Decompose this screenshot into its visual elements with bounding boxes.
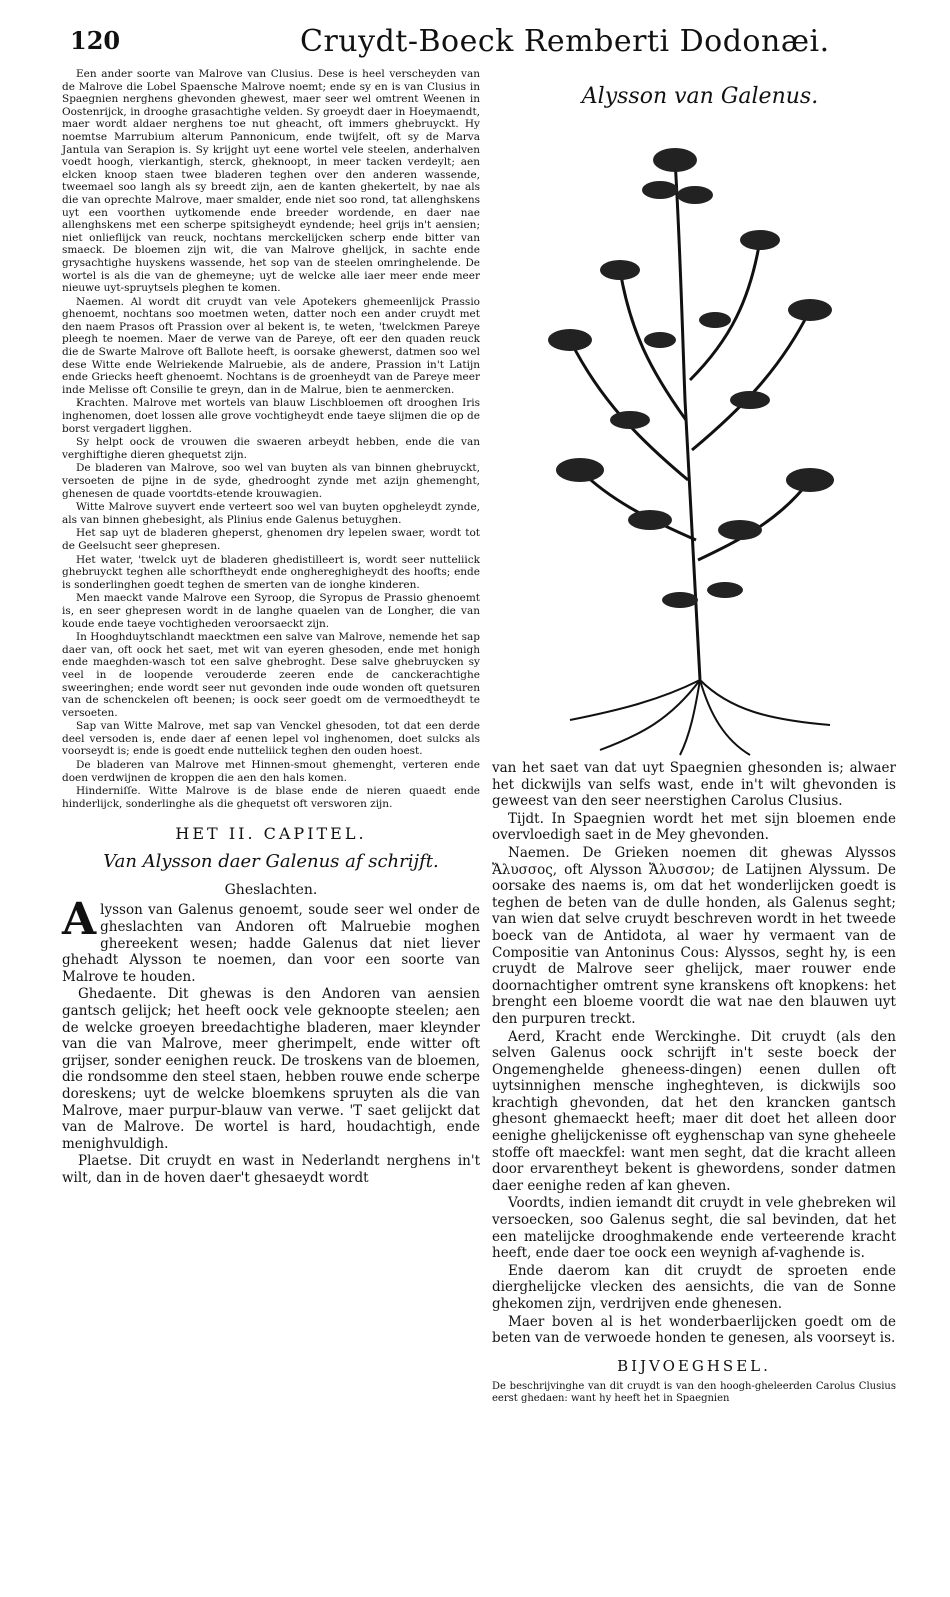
paragraph-kinds: [62, 894, 480, 985]
right-column: [492, 760, 896, 1406]
paragraph-naming: Naemen. De Grieken noemen dit ghewas Alyssos Ἄλυσσος, oft Alysson Ἄλυσσον; de Latijnen Alyssum. De oorsake des naems is, om dat het wonderlijcken goedt is teghen de beten van de dulle honden, als Galenus seght; van wien dat selve cruydt beschreven wordt in het tweede boeck van de Antidota, al waer hy vermaent van de Compositie van Antoninus Cous: Alyssos, seght hy, is een cruydt de Malrove seer ghelijck, maer rouwer ende doornachtigher omtrent syne kranskens oft knopkens: het brenght een bloeme voordt die wat nae den blauwen uyt den purpuren treckt.: [492, 844, 896, 1027]
paragraph-juice: Het sap uyt de bladeren gheperst, ghenomen dry lepelen swaer, wordt tot de Geelsucht seer ghepresen.: [62, 527, 480, 552]
left-column: [62, 68, 480, 1188]
supplement-heading: BIJVOEGHSEL.: [617, 1356, 771, 1375]
paragraph-salve: In Hooghduytschlandt maecktmen een salve van Malrove, nemende het sap daer van, oft oock het saet, met wit van eyeren ghesoden, ende met honigh ende maeghden-wasch tot een salve ghebroght. Dese salve ghebruycken sy veel in de loopende verouderde zeeren ende de canckerachtighe sweeringhen; ende wordt seer nut gevonden inde oude wonden oft quetsuren van de schenckelen oft beenen; is oock seer goedt om de vermoedtheydt te versoeten.: [62, 631, 480, 719]
paragraph-place: Plaetse. Dit cruydt en wast in Nederlandt nerghens in't wilt, dan in de hoven daer't ghesaeydt wordt: [62, 1153, 480, 1186]
paragraph-furthermore: Voordts, indien iemandt dit cruydt in vele ghebreken wil versoecken, soo Galenus seght, die sal bevinden, dat het een matelijcke drooghmakende ende verteerende kracht heeft, ende daer toe oock een weynigh af-vaghende is.: [492, 1195, 896, 1262]
plant-illustration: [510, 120, 910, 760]
paragraph-shape: Ghedaente. Dit ghewas is den Andoren van aensien gantsch gelijck; het heeft oock vele geknoopte steelen; aen de welcke groeyen breedachtighe bladeren, maer kleynder van die van Malrove, meer gherimpelt, ende witter oft grijser, sonder eenighen reuck. De troskens van de bloemen, die rondsomme den steel staen, hebben rouwe ende scherpe doreskens; uyt de welcke bloemkens spruyten als die van Malrove, maer purpur-blauw van verwe. 'T saet gelijckt dat van de Malrove. De wortel is hard, houdachtigh, ende menighvuldigh.: [62, 986, 480, 1152]
paragraph-kinds-text: lysson van Galenus genoemt, soude seer wel onder de gheslachten van Andoren oft Malruebie moghen ghereekent wesen; hadde Galenus dat niet liever ghehadt Alysson te noemen, dan voor een soorte van Malrove te houden.: [62, 902, 480, 985]
paragraph-clusius-variety: Een ander soorte van Malrove van Clusius. Dese is heel verscheyden van de Malrove die Lobel Spaensche Malrove noemt; ende sy en is van Clusius in Spaegnien nerghens ghevonden ghewest, maer seer wel omtrent Weenen in Oostenrijck, in drooghe grasachtighe velden. Sy groeydt daer in Hoeymaendt, maer wordt aldaer nerghens toe nut gheacht, oft immers ghebruyckt. Hy noemtse Marrubium alterum Pannonicum, ende twijfelt, oft sy de Marva Jantula van Serapion is. Sy krijght uyt eene wortel vele steelen, anderhalven voedt hoogh, vierkantigh, sterck, gheknoopt, in meer tacken verdeylt; aen elcken knoop staen twee bladeren teghen over den anderen wassende, tweemael soo langh als sy breedt zijn, aen de kanten ghekertelt, by nae als die van oprechte Malrove, maer smalder, ende niet soo rond, tat allenghskens uyt een voorthen uytkomende ende breeder wordende, en daer nae allenghskens met een scherpe spitsigheydt eyndende; heel grijs in't aensien; niet onlieflijck van reuck, nochtans merckelijcken scherp ende bitter van smaeck. De bloemen zijn wit, die van Malrove ghelijck, in sachte ende grysachtighe huyskens wassende, het sop van de steelen omringhelende. De wortel is als die van de ghemeyne; uyt de welcke alle iaer meer ende meer nieuwe uyt-spruytsels pleghen te komen.: [62, 68, 480, 295]
paragraph-women: Sy helpt oock de vrouwen die swaeren arbeydt hebben, ende die van verghiftighe dieren ghequetst zijn.: [62, 436, 480, 461]
chapter-heading: HET II. CAPITEL.: [175, 824, 367, 844]
paragraph-nature: Aerd, Kracht ende Werckinghe. Dit cruydt (als den selven Galenus oock schrijft in't seste boeck der Ongemenghelde gheneess-dingen) eenen dullen oft uytsinnighen mensche ingheghteven, is dickwijls soo krachtigh ghevonden, dat het den krancken gantsch ghesont ghemaeckt heeft; maer dit doet het alleen door eenighe ghelijckenisse oft eyghenschap van syne gheheele stoffe oft maeckfel: want men seght, dat die kracht alleen door ervarentheyt bekent is ghewordens, sonder datmen daer eenighe reden af kan gheven.: [492, 1028, 896, 1194]
paragraph-dog-bites: Maer boven al is het wonderbaerlijcken goedt om de beten van de verwoede honden te genesen, als voorseyt is.: [492, 1313, 896, 1347]
page-header: [70, 24, 890, 64]
paragraph-leaves: De bladeren van Malrove, soo wel van buyten als van binnen ghebruyckt, versoeten de pijne in de syde, ghedrooght zynde met azijn ghemenght, ghenesen de quade voortdts-etende krouwagien.: [62, 462, 480, 500]
drop-cap: A: [62, 894, 97, 946]
paragraph-seed-origin: van het saet van dat uyt Spaegnien ghesonden is; alwaer het dickwijls van selfs wast, ende in't wilt ghevonden is geweest van den seer neerstighen Carolus Clusius.: [492, 760, 896, 810]
paragraph-fennel: Sap van Witte Malrove, met sap van Venckel ghesoden, tot dat een derde deel versoden is, ende daer af eenen lepel vol inghenomen, doet sulcks als voorseydt is; ende is goedt ende nutteliick teghen den ouden hoest.: [62, 720, 480, 758]
paragraph-hindrance: Hinderniſſe. Witte Malrove is de blase ende de nieren quaedt ende hinderlijck, sonderlinghe als die ghequetst oft versworen zijn.: [62, 785, 480, 810]
running-title: Cruydt-Boeck Remberti Dodonæi.: [300, 24, 830, 59]
page-number: 120: [70, 26, 121, 55]
paragraph-syrup: Men maeckt vande Malrove een Syroop, die Syropus de Prassio ghenoemt is, en seer ghepresen wordt in de langhe quaelen van de Longher, die van koude ende taeye vochtigheden veroorsaeckt zijn.: [62, 592, 480, 630]
paragraph-white-malrove: Witte Malrove suyvert ende verteert soo wel van buyten opgheleydt zynde, als van binnen ghebesight, als Plinius ende Galenus betuyghen.: [62, 501, 480, 526]
paragraph-names: Naemen. Al wordt dit cruydt van vele Apotekers ghemeenlijck Prassio ghenoemt, nochtans soo moetmen weten, datter noch een ander cruydt met den naem Prasos oft Prassion over al bekent is, te weten, 'twelckmen Pareye pleegh te noemen. Maer de verwe van de Pareye, oft eer den quaden reuck die de Swarte Malrove oft Ballote heeft, is oorsake ghewerst, datmen soo wel dese Witte ende Welriekende Malruebie, als de andere, Prassion in't Latijn ende Griecks heeft ghenoemt. Nochtans is de groenheydt van de Pareye meer inde Melisse oft Consilie te greyn, dan in de Malrue, bien te aenmercken.: [62, 295, 480, 396]
plant-caption: Alysson van Galenus.: [581, 84, 819, 109]
paragraph-water: Het water, 'twelck uyt de bladeren ghedistilleert is, wordt seer nutteliick ghebruyckt teghen alle schorftheydt ende onghereghigheydt des hoofts; ende is sonderlinghen goedt teghen de smerten van de ionghe kinderen.: [62, 553, 480, 591]
paragraph-time: Tijdt. In Spaegnien wordt het met sijn bloemen ende overvloedigh saet in de Mey ghevonden.: [492, 810, 896, 844]
paragraph-freckles: Ende daerom kan dit cruydt de sproeten ende dierghelijcke vlecken des aensichts, die van de Sonne ghekomen zijn, verdrijven ende ghenesen.: [492, 1262, 896, 1312]
sub-heading-kinds: Gheslachten.: [224, 882, 318, 899]
chapter-title: Van Alysson daer Galenus af schrijft.: [103, 851, 439, 873]
supplement-text: De beschrijvinghe van dit cruydt is van den hoogh-gheleerden Carolus Clusius eerst ghedaen: want hy heeft het in Spaegnien: [492, 1380, 896, 1404]
paragraph-hen-fat: De bladeren van Malrove met Hinnen-smout ghemenght, verteren ende doen verdwijnen de kroppen die aen den hals komen.: [62, 759, 480, 784]
paragraph-virtues: Krachten. Malrove met wortels van blauw Lischbloemen oft drooghen Iris inghenomen, doet lossen alle grove vochtigheydt ende taeye slijmen die op de borst vergadert ligghen.: [62, 397, 480, 435]
